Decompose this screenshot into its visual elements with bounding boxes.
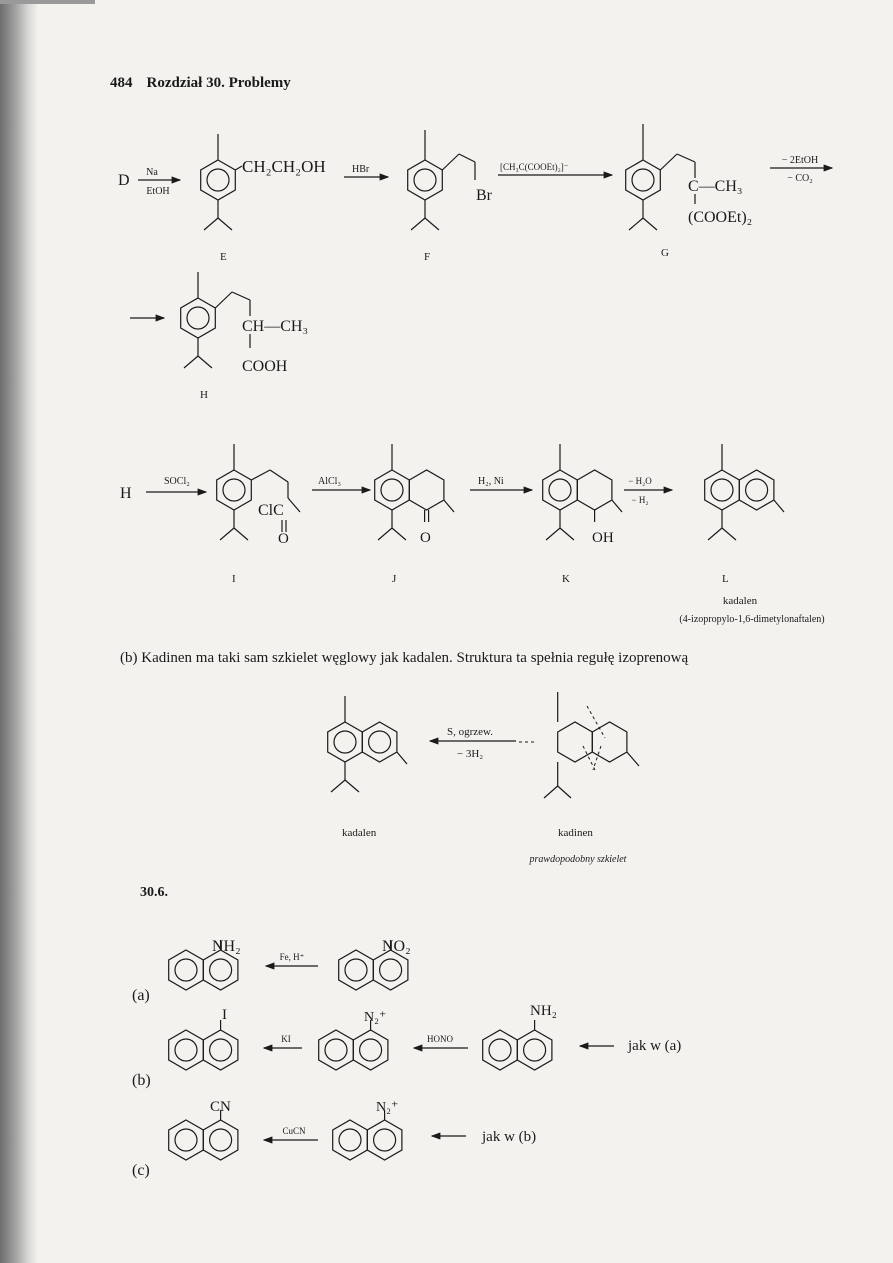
letter-c: (c) <box>132 1162 150 1179</box>
label-J: J <box>392 573 397 585</box>
group-nh2: NH₂ <box>212 938 241 955</box>
structure-iodonaphthalene <box>169 1020 238 1070</box>
note-probable-skeleton: prawdopodobny szkielet <box>529 854 627 865</box>
group-nh2-b: NH₂ <box>530 1003 557 1019</box>
section-306-a <box>132 938 411 1004</box>
structure-diazonium-c <box>333 1110 402 1160</box>
structure-E <box>201 134 242 230</box>
group-iodo: I <box>222 1007 227 1023</box>
group-c-ch3: C—CH₃ <box>688 178 743 195</box>
label-H: H <box>200 389 208 401</box>
label-L: L <box>722 573 729 585</box>
structure-K <box>543 444 622 540</box>
reagent-alcl3: AlCl₃ <box>318 476 341 487</box>
structure-I <box>217 444 300 540</box>
reagent-minus-2etoh: − 2EtOH <box>781 155 819 166</box>
section-b-text: (b) Kadinen ma taki sam szkielet węglowy jak kadalen. Struktura ta spełnia regułę izoprenową <box>120 650 689 666</box>
section-306-c <box>132 1099 536 1179</box>
reagent-minus-h2: − H₂ <box>631 495 649 505</box>
note-as-in-b: jak w (b) <box>482 1129 537 1145</box>
structure-F <box>408 130 475 230</box>
note-as-in-a: jak w (a) <box>628 1038 682 1054</box>
group-cooet2: (COOEt)₂ <box>688 209 753 226</box>
label-kadinen: kadinen <box>558 827 593 839</box>
group-carbonyl-o: O <box>278 531 289 547</box>
group-cooh: COOH <box>242 358 288 375</box>
chapter-title: Rozdział 30. Problemy <box>146 75 291 91</box>
scheme1 <box>118 124 832 401</box>
reagent-minus-co2: − CO₂ <box>787 173 813 184</box>
group-clc: ClC <box>258 502 284 519</box>
group-cn: CN <box>210 1099 231 1115</box>
compound-D-label: D <box>118 172 130 189</box>
label-I: I <box>232 573 236 585</box>
group-ch2ch2oh: CH₂CH₂OH <box>242 157 326 176</box>
reagent-hono: HONO <box>427 1034 453 1044</box>
section-306-number: 30.6. <box>140 885 168 900</box>
reagent-malonate: [CH₃C(COOEt)₂]⁻ <box>500 162 569 172</box>
reagent-ki: KI <box>281 1034 291 1044</box>
reagent-fe-h: Fe, H⁺ <box>279 952 305 962</box>
section-306-b <box>132 1003 681 1089</box>
reagent-minus-h2o: − H₂O <box>628 476 652 486</box>
letter-a: (a) <box>132 987 150 1004</box>
label-G: G <box>661 247 669 259</box>
reagent-etoh: EtOH <box>146 186 170 197</box>
name-kadalen: kadalen <box>722 595 758 607</box>
group-no2: NO₂ <box>382 938 411 955</box>
structure-J <box>375 444 454 540</box>
reagent-na: Na <box>146 167 158 178</box>
label-kadalen: kadalen <box>342 827 377 839</box>
structure-kadalen <box>328 696 407 792</box>
page-number: 484 <box>110 75 133 91</box>
reagent-minus-3h2: − 3H₂ <box>456 748 484 760</box>
group-ch-ch3: CH—CH₃ <box>242 318 309 335</box>
section-b-scheme <box>328 692 639 865</box>
label-F: F <box>424 251 431 263</box>
reagent-s-heat: S, ogrzew. <box>446 726 494 738</box>
label-E: E <box>220 251 227 263</box>
group-diazonium-c: N₂⁺ <box>376 1100 399 1115</box>
letter-b: (b) <box>132 1072 151 1089</box>
group-ketone-o: O <box>420 530 431 546</box>
structure-G <box>626 124 695 230</box>
structure-H <box>181 272 250 368</box>
structure-kadinen <box>519 692 639 798</box>
reagent-cucn: CuCN <box>282 1126 306 1136</box>
group-diazonium: N₂⁺ <box>364 1010 387 1025</box>
group-br: Br <box>476 187 492 204</box>
structure-L-kadalen <box>705 444 784 540</box>
systematic-name: (4-izopropylo-1,6-dimetylonaftalen) <box>679 614 825 625</box>
reagent-socl2: SOCl₂ <box>164 476 190 487</box>
compound-H-start: H <box>120 485 132 502</box>
structure-cyanonaphthalene <box>169 1110 238 1160</box>
structure-diazonium-b <box>319 1020 388 1070</box>
reagent-h2-ni: H₂, Ni <box>478 476 504 487</box>
scheme2 <box>120 444 825 625</box>
reagent-hbr: HBr <box>352 164 370 175</box>
label-K: K <box>562 573 570 585</box>
structure-naphthylamine-b <box>483 1020 552 1070</box>
group-oh: OH <box>592 530 614 546</box>
